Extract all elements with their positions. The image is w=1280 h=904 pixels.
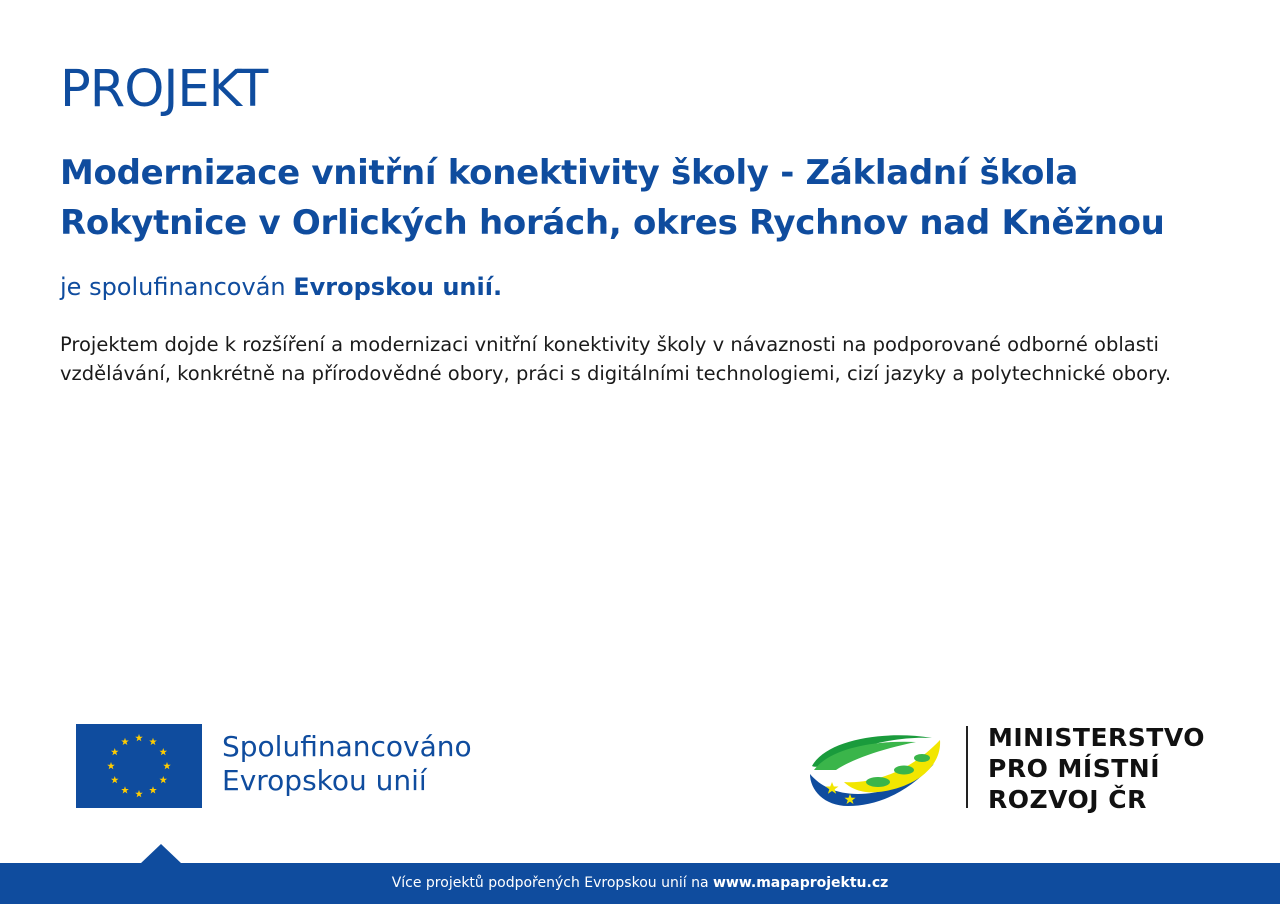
project-title: Modernizace vnitřní konektivity školy - Základní škola Rokytnice v Orlických horách, okres Rychnov nad Kněžnou xyxy=(60,153,1165,243)
eu-logo-line-1: Spolufinancováno xyxy=(222,730,472,763)
ministry-logo xyxy=(806,722,1206,814)
eu-logo-line-2: Evropskou unií xyxy=(222,764,427,797)
footer-notch xyxy=(140,844,182,864)
mmr-emblem-icon xyxy=(806,726,946,810)
ministry-name xyxy=(988,722,1205,815)
eu-cofinancing-logo xyxy=(76,724,476,810)
eu-flag-icon xyxy=(76,724,202,808)
cofinancing-prefix: je spolufinancován xyxy=(60,273,286,301)
footer-bar xyxy=(0,863,1280,904)
project-description: Projektem dojde k rozšíření a modernizaci vnitřní konektivity školy v návaznosti na podporované odborné oblasti vzdělávání, konkrétně na přírodovědné obory, práci s digitálními technologiemi, cizí jazyky a polytechnické obory. xyxy=(60,333,1172,385)
ministry-name-line-1: MINISTERSTVO xyxy=(988,723,1206,752)
ministry-name-line-2: PRO MÍSTNÍ xyxy=(988,754,1160,783)
eu-logo-text xyxy=(222,730,472,798)
footer-text: Více projektů podpořených Evropskou unií na xyxy=(391,875,709,891)
page-heading: PROJEKT xyxy=(60,60,268,119)
ministry-name-line-3: ROZVOJ ČR xyxy=(988,785,1147,814)
cofinancing-statement xyxy=(60,273,502,301)
cofinancing-entity: Evropskou unií. xyxy=(293,273,503,301)
footer-link[interactable]: www.mapaprojektu.cz xyxy=(712,875,889,891)
logo-divider xyxy=(966,726,968,808)
